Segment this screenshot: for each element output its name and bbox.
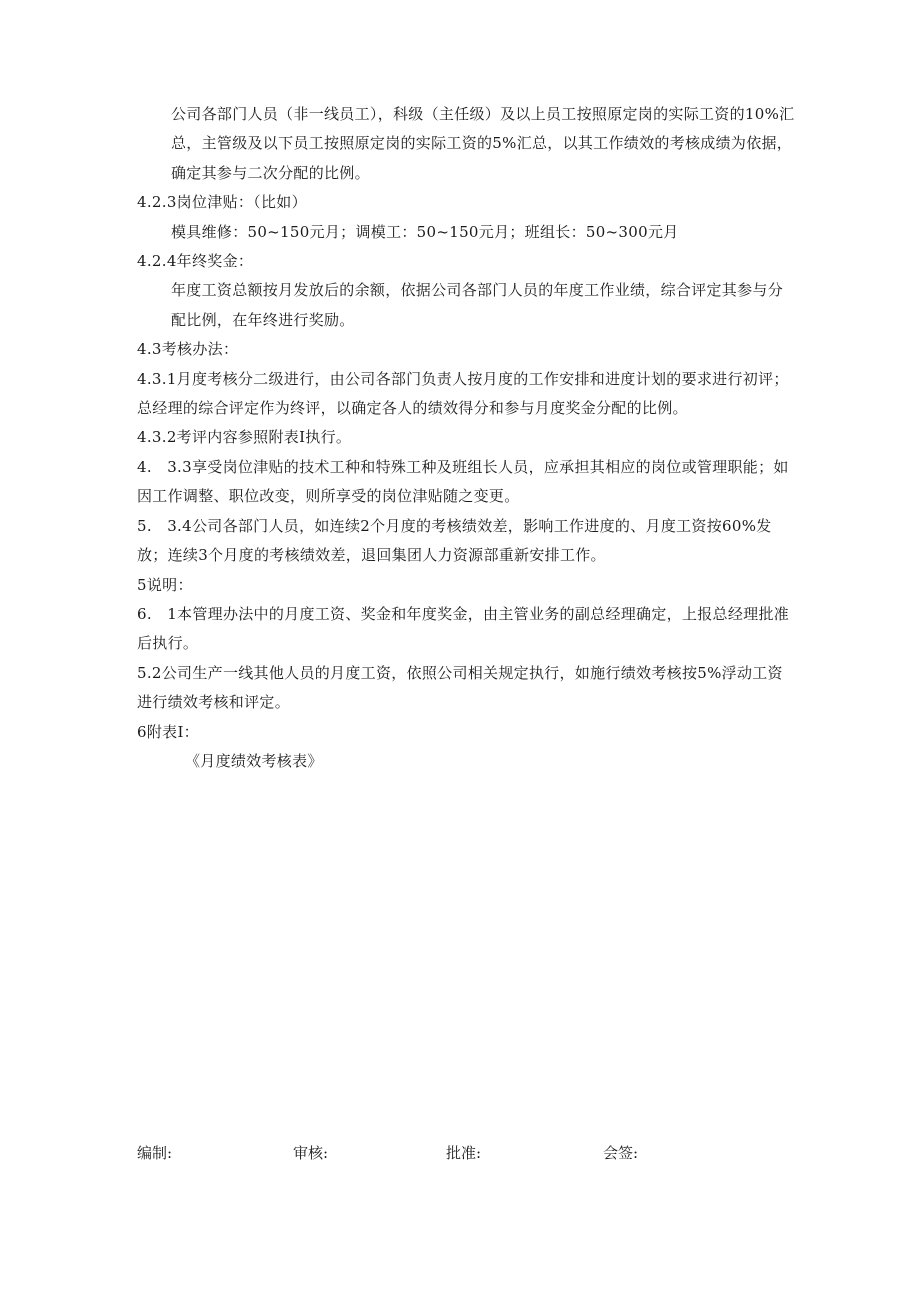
paragraph-3-4: 5. 3.4公司各部门人员，如连续2个月度的考核绩效差，影响工作进度的、月度工资按60%发放；连续3个月度的考核绩效差，退回集团人力资源部重新安排工作。 [137,516,772,565]
paragraph-allowance-rates: 模具维修：50~150元月；调模工：50~150元月；班组长：50~300元月 [171,222,679,241]
paragraph-year-end-bonus: 年度工资总额按月发放后的余额，依据公司各部门人员的年度工作业绩，综合评定其参与分配比例，在年终进行奖励。 [171,281,784,329]
paragraph-bonus-pool: 公司各部门人员（非一线员工），科级（主任级）及以上员工按照原定岗的实际工资的10%汇总，主管级及以下员工按照原定岗的实际工资的5%汇总，以其工作绩效的考核成绩为依据，确定其参与二次分配的比例。 [171,105,795,182]
paragraph-5-2: 5.2公司生产一线其他人员的月度工资，依照公司相关规定执行，如施行绩效考核按5%浮动工资进行绩效考核和评定。 [137,663,783,712]
paragraph-6-1: 6. 1本管理办法中的月度工资、奖金和年度奖金，由主管业务的副总经理确定，上报总经理批准后执行。 [137,604,790,653]
paragraph-4-3-1: 4.3.1月度考核分二级进行，由公司各部门负责人按月度的工作安排和进度计划的要求进行初评；总经理的综合评定作为终评，以确定各人的绩效得分和参与月度奖金分配的比例。 [137,369,789,418]
heading-6: 6附表Ⅰ： [137,722,199,741]
attachment-title: 《月度绩效考核表》 [185,751,323,770]
signature-footer [137,1141,797,1165]
heading-4-2-3: 4.2.3岗位津贴：（比如） [137,193,307,212]
heading-4-3: 4.3考核办法： [137,340,239,359]
paragraph-4-3-3: 4. 3.3享受岗位津贴的技术工种和特殊工种及班组长人员，应承担其相应的岗位或管理职能；如因工作调整、职位改变，则所享受的岗位津贴随之变更。 [137,457,789,506]
compiled-label: 编制: [137,1144,173,1162]
heading-4-2-4: 4.2.4年终奖金： [137,252,254,271]
reviewed-label: 审核: [293,1144,329,1162]
countersigned-label: 会签: [603,1144,639,1162]
heading-5: 5说明： [137,575,193,594]
paragraph-4-3-2: 4.3.2考评内容参照附表Ⅰ执行。 [137,428,352,447]
approved-label: 批准: [446,1144,482,1162]
document-body [137,100,797,776]
